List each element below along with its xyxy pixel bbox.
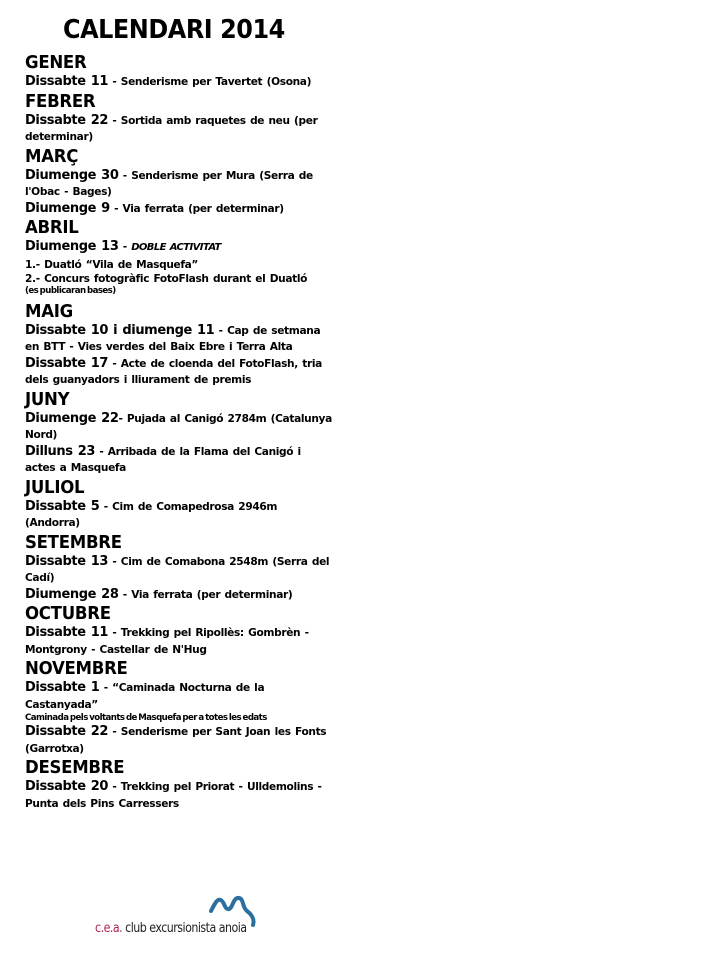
event-description: - Cap de setmana en BTT - Vies verdes del Baix Ebre i Terra Alta — [25, 324, 321, 353]
calendar-page — [25, 14, 335, 812]
event-date: Dissabte 11 — [25, 74, 109, 89]
month-gener — [25, 52, 335, 91]
event-description: - Pujada al Canigó 2784m (Catalunya Nord) — [25, 412, 332, 441]
event-description: - Trekking pel Ripollès: Gombrèn - Montgrony - Castellar de N'Hug — [25, 627, 309, 656]
event-description: - Senderisme per Sant Joan les Fonts (Garrotxa) — [25, 726, 327, 755]
event-date: Dissabte 10 i diumenge 11 — [25, 322, 215, 338]
event-item — [25, 444, 335, 477]
event-item — [25, 168, 335, 201]
event-date: Diumenge 13 — [25, 239, 119, 254]
event-date: Dissabte 11 — [25, 625, 109, 640]
event-date: Dissabte 5 — [25, 498, 100, 514]
month-heading: NOVEMBRE — [25, 658, 128, 679]
event-description: - — [118, 241, 132, 253]
event-item — [25, 724, 335, 757]
month-novembre — [25, 658, 335, 757]
month-juliol — [25, 477, 335, 532]
month-desembre — [25, 757, 335, 812]
event-item — [25, 239, 335, 257]
event-item — [25, 323, 335, 356]
event-description: - Via ferrata (per determinar) — [118, 588, 293, 601]
event-date: Dissabte 1 — [25, 680, 100, 695]
event-item — [25, 587, 335, 604]
event-item — [25, 499, 335, 532]
event-description: - Senderisme per Mura (Serra de l'Obac - Bages) — [25, 169, 313, 198]
event-date: Dissabte 22 — [25, 724, 109, 739]
event-item — [25, 779, 335, 812]
event-date: Dilluns 23 — [25, 443, 96, 459]
month-heading: FEBRER — [25, 90, 96, 112]
month-setembre — [25, 532, 335, 604]
event-date: Diumenge 28 — [25, 586, 119, 602]
event-item — [25, 680, 335, 713]
event-date: Diumenge 30 — [25, 167, 119, 183]
event-date: Diumenge 9 — [25, 200, 110, 216]
event-tag: DOBLE ACTIVITAT — [131, 242, 221, 253]
month-heading: OCTUBRE — [25, 603, 111, 624]
month-octubre — [25, 603, 335, 658]
event-description: - Acte de cloenda del FotoFlash, tria dels guanyadors i lliurament de premis — [25, 357, 322, 386]
month-heading: GENER — [25, 52, 87, 73]
month-maig — [25, 301, 335, 389]
event-sub-activity: 1.- Duatló “Vila de Masquefa” — [25, 258, 199, 271]
event-item — [25, 554, 335, 587]
event-description: - Arribada de la Flama del Canigó i actes a Masquefa — [25, 445, 301, 474]
event-description: - Cim de Comapedrosa 2946m (Andorra) — [25, 500, 278, 529]
club-logo — [95, 893, 265, 943]
month-marc — [25, 146, 335, 218]
club-abbreviation: c.e.a. — [95, 921, 123, 936]
event-sub-activity: 2.- Concurs fotogràfic FotoFlash durant el Duatló — [25, 272, 308, 285]
event-item — [25, 74, 335, 91]
event-description: - Via ferrata (per determinar) — [109, 202, 284, 215]
event-date: Dissabte 17 — [25, 355, 109, 371]
month-juny — [25, 389, 335, 477]
event-description: - “Caminada Nocturna de la Castanyada” — [25, 682, 265, 711]
event-note: (es publicaran bases) — [25, 285, 116, 296]
page-title: CALENDARI 2014 — [63, 15, 285, 45]
event-item — [25, 356, 335, 389]
month-heading: MAIG — [25, 300, 73, 322]
event-description: - Cim de Comabona 2548m (Serra del Cadí) — [25, 555, 330, 584]
month-abril — [25, 217, 335, 297]
event-item — [25, 113, 335, 146]
event-date: Dissabte 13 — [25, 553, 109, 569]
month-heading: JULIOL — [25, 476, 85, 498]
club-full-name: club excursionista anoia — [122, 921, 247, 936]
event-note: Caminada pels voltants de Masquefa per a totes les edats — [25, 713, 267, 723]
club-name — [95, 921, 247, 936]
month-febrer — [25, 91, 335, 146]
month-heading: DESEMBRE — [25, 757, 125, 778]
event-description: - Senderisme per Tavertet (Osona) — [108, 76, 312, 88]
event-item — [25, 411, 335, 444]
event-item — [25, 625, 335, 658]
event-date: Dissabte 20 — [25, 779, 109, 794]
event-date: Dissabte 22 — [25, 112, 109, 128]
month-heading: MARÇ — [25, 145, 79, 167]
month-heading: SETEMBRE — [25, 531, 122, 553]
event-description: - Sortida amb raquetes de neu (per determinar) — [25, 114, 318, 143]
event-description: - Trekking pel Priorat - Ulldemolins - Punta dels Pins Carressers — [25, 781, 322, 810]
event-item — [25, 201, 335, 218]
month-heading: JUNY — [25, 388, 70, 410]
month-heading: ABRIL — [25, 217, 79, 238]
event-date: Diumenge 22 — [25, 410, 119, 426]
